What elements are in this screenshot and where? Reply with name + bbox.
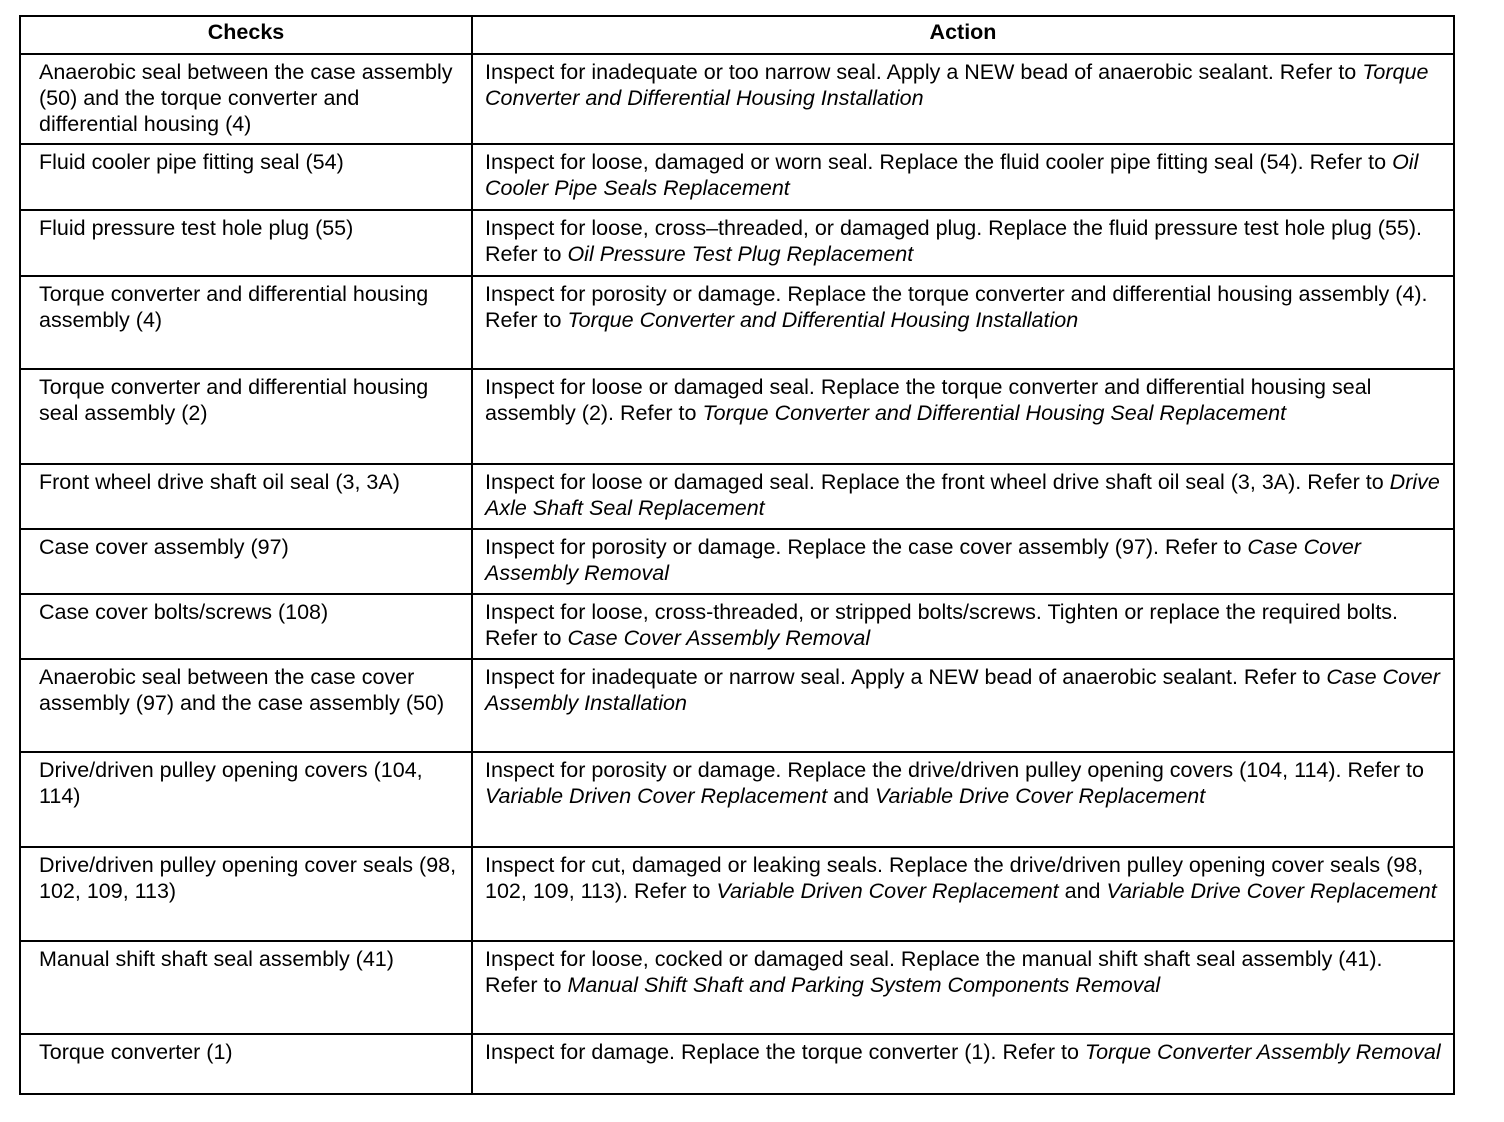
action-text: Inspect for inadequate or too narrow seal. Apply a NEW bead of anaerobic sealant. Refer to: [485, 60, 1363, 84]
check-cell: Anaerobic seal between the case assembly (50) and the torque converter and differential housing (4): [20, 54, 472, 144]
table-row: [20, 847, 1454, 941]
action-text: Inspect for porosity or damage. Replace the torque converter and differential housing assembly (4). Refer to: [485, 282, 1428, 332]
procedure-reference: Oil Cooler Pipe Seals Replacement: [485, 150, 1419, 200]
table-row: [20, 941, 1454, 1034]
table-row: [20, 144, 1454, 210]
action-cell: [472, 369, 1454, 464]
action-cell: [472, 276, 1454, 369]
table-row: [20, 210, 1454, 276]
action-cell: [472, 1034, 1454, 1094]
procedure-reference: Variable Drive Cover Replacement: [875, 784, 1206, 808]
table-row: [20, 752, 1454, 847]
procedure-reference: Variable Driven Cover Replacement: [485, 784, 828, 808]
checks-header: Checks: [20, 16, 472, 54]
action-cell: [472, 210, 1454, 276]
procedure-reference: Torque Converter and Differential Housing Installation: [567, 308, 1079, 332]
action-cell: [472, 594, 1454, 659]
table-row: [20, 594, 1454, 659]
action-cell: [472, 752, 1454, 847]
procedure-reference: Manual Shift Shaft and Parking System Components Removal: [567, 973, 1161, 997]
procedure-reference: Variable Drive Cover Replacement: [1106, 879, 1437, 903]
action-cell: [472, 659, 1454, 752]
header-row: [20, 16, 1454, 54]
action-cell: [472, 941, 1454, 1034]
procedure-reference: Torque Converter and Differential Housing Seal Replacement: [702, 401, 1287, 425]
table-row: [20, 659, 1454, 752]
check-cell: Manual shift shaft seal assembly (41): [20, 941, 472, 1034]
table-row: [20, 464, 1454, 529]
action-text: Inspect for porosity or damage. Replace the case cover assembly (97). Refer to: [485, 535, 1248, 559]
table-row: [20, 276, 1454, 369]
action-cell: [472, 529, 1454, 594]
check-cell: Case cover bolts/screws (108): [20, 594, 472, 659]
action-text: Inspect for damage. Replace the torque converter (1). Refer to: [485, 1040, 1085, 1064]
table-row: [20, 1034, 1454, 1094]
check-cell: Fluid pressure test hole plug (55): [20, 210, 472, 276]
action-text: and: [827, 784, 875, 808]
action-text: Inspect for loose or damaged seal. Replace the torque converter and differential housing seal assembly (2). Refer to: [485, 375, 1372, 425]
action-text: Inspect for inadequate or narrow seal. Apply a NEW bead of anaerobic sealant. Refer to: [485, 665, 1327, 689]
action-text: Inspect for loose or damaged seal. Replace the front wheel drive shaft oil seal (3, 3A). Refer to: [485, 470, 1390, 494]
procedure-reference: Case Cover Assembly Removal: [485, 535, 1361, 585]
procedure-reference: Oil Pressure Test Plug Replacement: [567, 242, 914, 266]
procedure-reference: Case Cover Assembly Removal: [567, 626, 871, 650]
action-cell: [472, 847, 1454, 941]
action-text: Inspect for loose, cocked or damaged seal. Replace the manual shift shaft seal assembly (41). Refer to: [485, 947, 1383, 997]
action-cell: [472, 54, 1454, 144]
action-text: Inspect for loose, cross-threaded, or stripped bolts/screws. Tighten or replace the required bolts. Refer to: [485, 600, 1399, 650]
procedure-reference: Case Cover Assembly Installation: [485, 665, 1440, 715]
action-text: and: [1058, 879, 1107, 903]
table-row: [20, 369, 1454, 464]
check-cell: Torque converter and differential housing assembly (4): [20, 276, 472, 369]
check-cell: Anaerobic seal between the case cover assembly (97) and the case assembly (50): [20, 659, 472, 752]
check-cell: Case cover assembly (97): [20, 529, 472, 594]
inspection-table: [19, 15, 1455, 1095]
procedure-reference: Torque Converter Assembly Removal: [1084, 1040, 1441, 1064]
procedure-reference: Variable Driven Cover Replacement: [716, 879, 1059, 903]
procedure-reference: Drive Axle Shaft Seal Replacement: [485, 470, 1440, 520]
table-row: [20, 54, 1454, 144]
check-cell: Torque converter and differential housing seal assembly (2): [20, 369, 472, 464]
check-cell: Drive/driven pulley opening covers (104, 114): [20, 752, 472, 847]
action-text: Inspect for loose, damaged or worn seal. Replace the fluid cooler pipe fitting seal (54). Refer to: [485, 150, 1393, 174]
action-cell: [472, 464, 1454, 529]
check-cell: Fluid cooler pipe fitting seal (54): [20, 144, 472, 210]
table-body: [20, 54, 1454, 1094]
action-text: Inspect for cut, damaged or leaking seals. Replace the drive/driven pulley opening cover seals (98, 102, 109, 113). Refer to: [485, 853, 1424, 903]
action-text: Inspect for loose, cross–threaded, or damaged plug. Replace the fluid pressure test hole plug (55). Refer to: [485, 216, 1422, 266]
table-row: [20, 529, 1454, 594]
check-cell: Drive/driven pulley opening cover seals (98, 102, 109, 113): [20, 847, 472, 941]
check-cell: Torque converter (1): [20, 1034, 472, 1094]
check-cell: Front wheel drive shaft oil seal (3, 3A): [20, 464, 472, 529]
action-text: Inspect for porosity or damage. Replace the drive/driven pulley opening covers (104, 114). Refer to: [485, 758, 1424, 782]
procedure-reference: Torque Converter and Differential Housing Installation: [485, 60, 1429, 110]
action-cell: [472, 144, 1454, 210]
action-header: Action: [472, 16, 1454, 54]
